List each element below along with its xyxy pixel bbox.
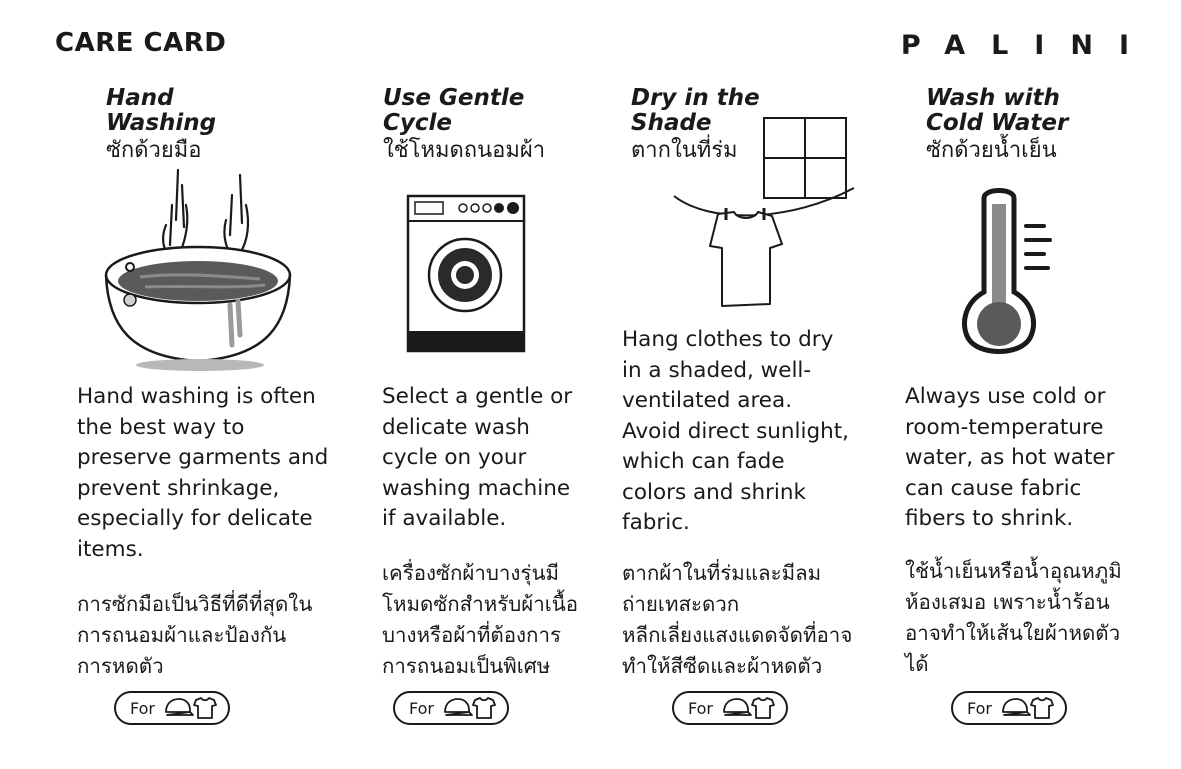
care-heading-thai: ตากในที่ร่ม [631, 138, 738, 163]
for-garment-badge [393, 691, 509, 725]
cap-tshirt-icons [721, 695, 775, 721]
for-label: For [409, 698, 434, 718]
cap-tshirt-icons [1000, 695, 1054, 721]
care-description: Hang clothes to dry in a shaded, well- ventilated area. Avoid direct sunlight, which can fade colors and shrink fabric. [622, 327, 850, 535]
for-garment-badge [951, 691, 1067, 725]
page-title: CARE CARD [55, 28, 227, 58]
thermometer-icon [940, 184, 1056, 360]
cap-tshirt-icons [163, 695, 217, 721]
for-label: For [130, 698, 155, 718]
for-label: For [967, 698, 992, 718]
care-heading-thai: ใช้โหมดถนอมผ้า [383, 138, 546, 163]
care-heading-thai: ซักด้วยมือ [106, 138, 202, 163]
care-heading: Wash with Cold Water [926, 85, 1069, 136]
care-description-thai: ใช้น้ำเย็นหรือน้ำอุณหภูมิ ห้องเสมอ เพราะน้ำร้อน อาจทำให้เส้นใยผ้าหดตัว ได้ [905, 559, 1122, 676]
hand-washing-basin-icon [100, 165, 300, 375]
care-description-thai: ตากผ้าในที่ร่มและมีลม ถ่ายเทสะดวก หลีกเลี่ยงแสงแดดจัดที่อาจ ทำให้สีซีดและผ้าหดตัว [622, 561, 853, 678]
care-description: Select a gentle or delicate wash cycle on your washing machine if available. [382, 384, 573, 531]
washing-machine-icon [405, 193, 527, 355]
shirt-hanging-window-icon [670, 114, 860, 312]
for-label: For [688, 698, 713, 718]
care-heading: Hand Washing [106, 85, 217, 136]
care-description-thai: การซักมือเป็นวิธีที่ดีที่สุดใน การถนอมผ้าและป้องกัน การหดตัว [77, 592, 313, 678]
care-description-thai: เครื่องซักผ้าบางรุ่นมี โหมดซักสำหรับผ้าเนื้อ บางหรือผ้าที่ต้องการ การถนอมเป็นพิเศษ [382, 561, 579, 678]
care-heading: Use Gentle Cycle [383, 85, 525, 136]
care-heading: Dry in the Shade [631, 85, 760, 136]
care-description: Hand washing is often the best way to preserve garments and prevent shrinkage, especially for delicate items. [77, 384, 329, 562]
care-description: Always use cold or room-temperature water, as hot water can cause fabric fibers to shrink. [905, 384, 1115, 531]
for-garment-badge [672, 691, 788, 725]
for-garment-badge [114, 691, 230, 725]
cap-tshirt-icons [442, 695, 496, 721]
care-heading-thai: ซักด้วยน้ำเย็น [926, 138, 1057, 163]
brand-logo: PALINI [900, 30, 1155, 61]
